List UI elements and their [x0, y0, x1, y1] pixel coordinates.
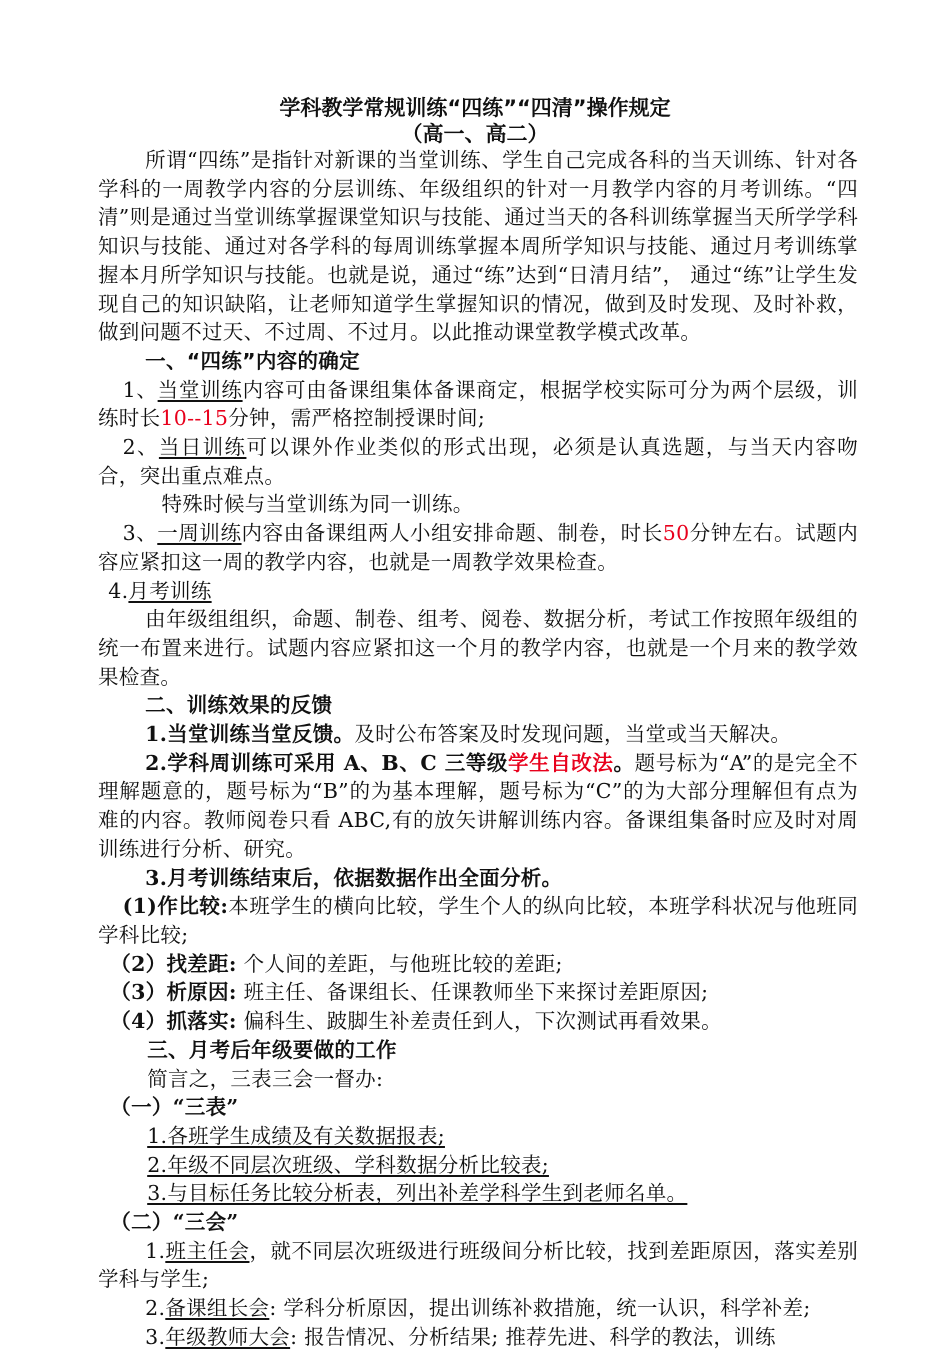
- three-tables-heading: （一）“三表”: [110, 1095, 239, 1120]
- item-number: 1.: [145, 1238, 166, 1263]
- item-text: 分钟，需严格控制授课时间;: [228, 406, 486, 431]
- document-title: 学科教学常规训练“四练”“四清”操作规定: [279, 96, 671, 120]
- sub1-text: 本班学生的横向比较，学生个人的纵向比较，本班学科状况与他班同学科比较;: [98, 894, 858, 947]
- meeting-text: ，就不同层次班级进行班级间分析比较，找到差距原因，落实差别学科与学生;: [98, 1238, 858, 1292]
- section1-item4-text: 由年级组组织，命题、制卷、组考、阅卷、数据分析，考试工作按照年级组的统一布置来进行。试题内容应紧扣这一个月的教学内容，也就是一个月来的教学效果检查。: [98, 607, 858, 689]
- item-number: 1、: [122, 377, 158, 402]
- section1-item2: [98, 433, 858, 490]
- duration-value: 10--15: [160, 406, 229, 431]
- duration-value: 50: [662, 521, 690, 546]
- meeting-text: : 报告情况、分析结果; 推荐先进、科学的教法，训练: [290, 1324, 776, 1349]
- section2-p3: 3.月考训练结束后，依据数据作出全面分析。: [145, 865, 563, 890]
- item-number: 3.: [145, 1324, 166, 1349]
- p1-bold: 1.当堂训练当堂反馈。: [145, 722, 355, 747]
- sub4-text: 偏科生、跛脚生补差责任到人，下次测试再看效果。: [243, 1009, 722, 1034]
- table-item-1: [98, 1122, 858, 1151]
- term-dangri: 当日训练: [158, 435, 247, 460]
- p2-dot: 。: [613, 750, 635, 775]
- section2-sub1: [98, 892, 858, 949]
- section2-sub2: [98, 950, 858, 979]
- item-number: 3、: [122, 521, 158, 546]
- section1-heading: 一、“四练”内容的确定: [145, 348, 360, 373]
- item-text: 分钟左右。试题内容应紧扣这一周的教学内容，也就是一周教学效果检查。: [98, 521, 858, 574]
- table-item-2: [98, 1151, 858, 1180]
- meeting-item-3: [98, 1323, 858, 1352]
- meeting-item-1: [98, 1237, 858, 1294]
- sub1-bold: (1)作比较:: [122, 894, 229, 919]
- sub2-text: 个人间的差距，与他班比较的差距;: [243, 951, 563, 976]
- section1-item3: [98, 519, 858, 576]
- three-meetings-heading: （二）“三会”: [110, 1210, 239, 1235]
- item-text: 内容可由备课组集体备课商定，根据学校实际可分为两个层级，训练时长: [98, 377, 859, 431]
- term-dangtang: 当堂训练: [157, 377, 243, 402]
- sub4-bold: （4）抓落实:: [110, 1009, 237, 1034]
- p1-text: 及时公布答案及时发现问题，当堂或当天解决。: [354, 722, 792, 747]
- term-yuekao: 月考训练: [128, 578, 212, 603]
- term-banzhuren: 班主任会: [165, 1238, 250, 1263]
- section2-sub3: [98, 978, 858, 1007]
- document-subtitle: （高一、高二）: [401, 122, 549, 146]
- section2-sub4: [98, 1007, 858, 1036]
- section2-p1: [98, 720, 858, 749]
- meeting-item-2: [98, 1294, 858, 1323]
- intro-paragraph: 所谓“四练”是指针对新课的当堂训练、学生自己完成各科的当天训练、针对各学科的一周教学内容的分层训练、年级组织的针对一月教学内容的月考训练。“四清”则是通过当堂训练掌握课堂知识与技能、通过当天的各科训练掌握当天所学学科知识与技能、通过对各学科的每周训练掌握本周所学知识与技能、通过月考训练掌握本月所学知识与技能。也就是说，通过“练”达到“日清月结”， 通过“练”让学生发现自己的知识缺陷，让老师知道学生掌握知识的情况，做到及时发现、及时补救，做到问题不过天、不过周、不过月。以此推动课堂教学模式改革。: [98, 148, 858, 345]
- table-item-3: [98, 1179, 858, 1208]
- sub2-bold: （2）找差距:: [110, 951, 237, 976]
- sub3-bold: （3）析原因:: [110, 980, 237, 1005]
- sub3-text: 班主任、备课组长、任课教师坐下来探讨差距原因;: [243, 980, 709, 1005]
- p2-text: 题号标为“A”的是完全不理解题意的，题号标为“B”的为基本理解，题号标为“C”的为大部分理解但有点为难的内容。教师阅卷只看 ABC,有的放矢讲解训练内容。备课组集备时应及时对周训练进行分析、研究。: [98, 750, 858, 861]
- section3-heading: 三、月考后年级要做的工作: [147, 1037, 397, 1062]
- item-number: 2、: [122, 435, 159, 460]
- table-item-text: 2.年级不同层次班级、学科数据分析比较表;: [147, 1152, 549, 1177]
- section3-summary: 简言之，三表三会一督办:: [147, 1066, 384, 1091]
- item-number: 4.: [108, 578, 129, 603]
- section1-item4: [98, 577, 858, 606]
- section2-p2: [98, 749, 858, 864]
- term-yizhou: 一周训练: [157, 521, 242, 546]
- document-body: [98, 146, 858, 1352]
- table-item-text: 1.各班学生成绩及有关数据报表;: [147, 1123, 445, 1148]
- item-text: 内容由备课组两人小组安排命题、制卷，时长: [241, 521, 663, 546]
- item-text: 可以课外作业类似的形式出现，必须是认真选题，与当天内容吻合，突出重点难点。: [98, 435, 858, 488]
- item-number: 2.: [145, 1296, 166, 1321]
- term-jiaoshidahui: 年级教师大会: [165, 1324, 291, 1349]
- term-beikezuzhang: 备课组长会: [165, 1296, 270, 1321]
- meeting-text: : 学科分析原因，提出训练补救措施，统一认识，科学补差;: [269, 1296, 811, 1321]
- section1-item1: [98, 376, 858, 433]
- p2-bold: 2.学科周训练可采用 A、B、C 三等级: [145, 750, 509, 775]
- p2-highlight: 学生自改法: [508, 750, 614, 775]
- section1-item2-note: 特殊时候与当堂训练为同一训练。: [161, 492, 474, 517]
- table-item-text: 3.与目标任务比较分析表，列出补差学科学生到老师名单。: [147, 1181, 688, 1206]
- section2-heading: 二、训练效果的反馈: [145, 693, 333, 718]
